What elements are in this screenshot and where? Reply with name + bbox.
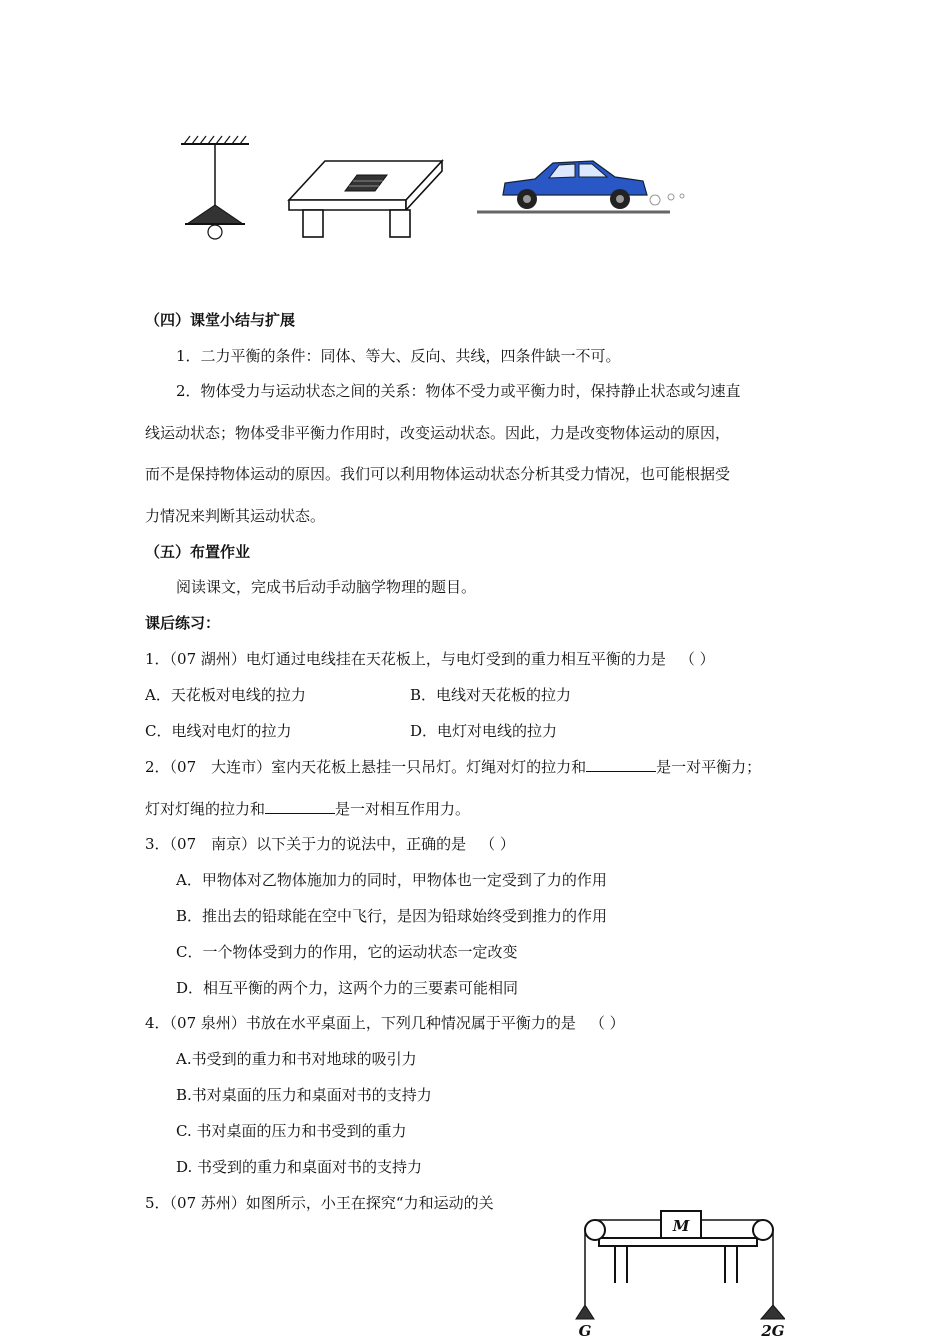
summary-point-2-line-3: 而不是保持物体运动的原因。我们可以利用物体运动状态分析其受力情况，也可能根据受 xyxy=(145,465,731,483)
book-on-table-figure xyxy=(285,155,445,240)
question-1-option-b: B．电线对天花板的拉力 xyxy=(410,686,572,704)
summary-point-1: 1．二力平衡的条件：同体、等大、反向、共线，四条件缺一不可。 xyxy=(176,347,621,365)
question-3-answer-paren: （ ） xyxy=(480,835,515,853)
question-2-text-d: 是一对相互作用力。 xyxy=(335,800,471,818)
question-3-option-d: D．相互平衡的两个力，这两个力的三要素可能相同 xyxy=(176,979,519,997)
question-5-stem: 5．（07 苏州）如图所示，小王在探究“力和运动的关 xyxy=(145,1194,494,1212)
section-5-heading: （五）布置作业 xyxy=(145,543,251,561)
question-4-option-c: C. 书对桌面的压力和书受到的重力 xyxy=(176,1122,407,1140)
question-4-option-a: A.书受到的重力和书对地球的吸引力 xyxy=(176,1050,417,1068)
question-1-stem xyxy=(145,649,715,669)
question-4-text: 4．（07 泉州）书放在水平桌面上，下列几种情况属于平衡力的是 xyxy=(145,1014,576,1032)
question-3-text: 3．（07 南京）以下关于力的说法中，正确的是 xyxy=(145,835,467,853)
section-4-heading: （四）课堂小结与扩展 xyxy=(145,311,296,329)
homework-text: 阅读课文，完成书后动手动脑学物理的题目。 xyxy=(176,578,477,596)
question-1-text: 1．（07 湖州）电灯通过电线挂在天花板上，与电灯受到的重力相互平衡的力是 xyxy=(145,650,666,668)
right-weight-label: 2G xyxy=(761,1322,785,1340)
question-3-option-c: C．一个物体受到力的作用，它的运动状态一定改变 xyxy=(176,943,518,961)
moving-car-figure xyxy=(475,155,695,220)
question-3-option-a: A．甲物体对乙物体施加力的同时，甲物体也一定受到了力的作用 xyxy=(176,871,607,889)
question-4-answer-paren: （ ） xyxy=(589,1014,625,1032)
question-2-text-c: 灯对灯绳的拉力和 xyxy=(145,800,266,818)
question-3-option-b: B．推出去的铅球能在空中飞行，是因为铅球始终受到推力的作用 xyxy=(176,907,608,925)
pulley-table-figure xyxy=(575,1205,785,1340)
left-weight-label: G xyxy=(578,1322,592,1340)
question-2-blank-1 xyxy=(586,757,656,772)
question-3-stem xyxy=(145,834,515,854)
question-4-option-b: B.书对桌面的压力和桌面对书的支持力 xyxy=(176,1086,432,1104)
question-2-line-1 xyxy=(145,757,761,777)
block-m-label: M xyxy=(672,1217,690,1235)
exercises-heading: 课后练习： xyxy=(145,614,221,632)
question-2-text-b: 是一对平衡力； xyxy=(656,758,762,776)
summary-point-2-line-1: 2．物体受力与运动状态之间的关系：物体不受力或平衡力时，保持静止状态或匀速直 xyxy=(176,382,741,400)
question-1-answer-paren: （ ） xyxy=(679,650,715,668)
summary-point-2-line-4: 力情况来判断其运动状态。 xyxy=(145,507,326,525)
hanging-lamp-figure xyxy=(175,135,255,245)
question-2-line-2 xyxy=(145,799,470,819)
question-2-text-a: 2．（07 大连市）室内天花板上悬挂一只吊灯。灯绳对灯的拉力和 xyxy=(145,758,587,776)
question-1-option-c: C．电线对电灯的拉力 xyxy=(145,722,292,740)
question-4-stem xyxy=(145,1013,625,1033)
question-1-option-d: D．电灯对电线的拉力 xyxy=(410,722,558,740)
question-4-option-d: D. 书受到的重力和桌面对书的支持力 xyxy=(176,1158,423,1176)
summary-point-2-line-2: 线运动状态；物体受非平衡力作用时，改变运动状态。因此，力是改变物体运动的原因， xyxy=(145,424,731,442)
question-2-blank-2 xyxy=(265,799,335,814)
question-1-option-a: A．天花板对电线的拉力 xyxy=(145,686,306,704)
